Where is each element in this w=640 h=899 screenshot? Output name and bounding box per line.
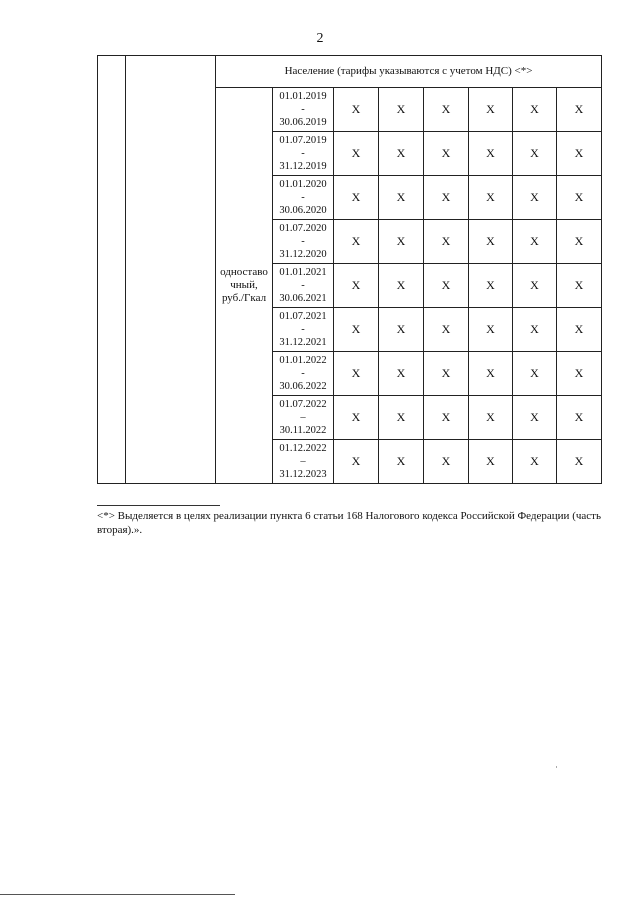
- period-end: 30.06.2022: [279, 381, 327, 392]
- unit-cell: [216, 88, 273, 484]
- period-end: 31.12.2023: [279, 469, 327, 480]
- period-end: 30.11.2022: [279, 425, 327, 436]
- value-cell: X: [379, 88, 424, 132]
- period-end: 31.12.2020: [279, 249, 327, 260]
- value-cell: X: [469, 176, 513, 220]
- period-cell: [273, 352, 334, 396]
- bottom-divider: [0, 894, 235, 895]
- period-start: 01.12.2022: [279, 443, 327, 454]
- period-start: 01.01.2021: [279, 267, 327, 278]
- table-body: [98, 56, 602, 484]
- value-cell: X: [513, 88, 557, 132]
- period-cell: [273, 308, 334, 352]
- period-sep: -: [301, 104, 305, 115]
- period-cell: [273, 440, 334, 484]
- value-cell: X: [379, 308, 424, 352]
- period-start: 01.07.2021: [279, 311, 327, 322]
- value-cell: X: [513, 440, 557, 484]
- period-cell: [273, 264, 334, 308]
- period-start: 01.07.2019: [279, 135, 327, 146]
- period-end: 31.12.2021: [279, 337, 327, 348]
- period-start: 01.01.2022: [279, 355, 327, 366]
- tariff-table: [97, 55, 602, 484]
- period-sep: –: [300, 412, 306, 423]
- value-cell: X: [557, 220, 602, 264]
- value-cell: X: [379, 396, 424, 440]
- value-cell: X: [334, 264, 379, 308]
- period-cell: [273, 88, 334, 132]
- value-cell: X: [334, 396, 379, 440]
- value-cell: X: [469, 440, 513, 484]
- value-cell: X: [379, 220, 424, 264]
- value-cell: X: [334, 132, 379, 176]
- value-cell: X: [424, 308, 469, 352]
- value-cell: X: [469, 88, 513, 132]
- period-sep: –: [300, 456, 306, 467]
- value-cell: X: [379, 176, 424, 220]
- value-cell: X: [513, 220, 557, 264]
- period-end: 31.12.2019: [279, 161, 327, 172]
- period-cell: [273, 396, 334, 440]
- scan-artifact: [556, 766, 557, 768]
- value-cell: X: [424, 264, 469, 308]
- value-cell: X: [513, 264, 557, 308]
- value-cell: X: [334, 88, 379, 132]
- value-cell: X: [469, 308, 513, 352]
- value-cell: X: [424, 440, 469, 484]
- value-cell: X: [469, 264, 513, 308]
- value-cell: X: [469, 220, 513, 264]
- period-start: 01.01.2020: [279, 179, 327, 190]
- value-cell: X: [557, 88, 602, 132]
- value-cell: X: [513, 396, 557, 440]
- value-cell: X: [424, 220, 469, 264]
- footnote: <*> Выделяется в целях реализации пункта 6 статьи 168 Налогового кодекса Российской Федерации (часть вторая).».: [97, 510, 601, 536]
- period-start: 01.01.2019: [279, 91, 327, 102]
- value-cell: X: [424, 352, 469, 396]
- period-cell: [273, 176, 334, 220]
- value-cell: X: [557, 132, 602, 176]
- value-cell: X: [334, 308, 379, 352]
- page-number: 2: [316, 31, 324, 46]
- period-sep: -: [301, 368, 305, 379]
- value-cell: X: [334, 352, 379, 396]
- period-start: 01.07.2020: [279, 223, 327, 234]
- value-cell: X: [334, 176, 379, 220]
- value-cell: X: [513, 176, 557, 220]
- empty-column-1: [98, 56, 126, 484]
- value-cell: X: [334, 220, 379, 264]
- period-cell: [273, 132, 334, 176]
- period-end: 30.06.2021: [279, 293, 327, 304]
- empty-column-2: [126, 56, 216, 484]
- unit-line: чный,: [230, 279, 258, 291]
- value-cell: X: [424, 88, 469, 132]
- unit-line: одноставо: [220, 266, 268, 278]
- value-cell: X: [379, 264, 424, 308]
- value-cell: X: [379, 352, 424, 396]
- period-end: 30.06.2019: [279, 117, 327, 128]
- value-cell: X: [469, 132, 513, 176]
- footnote-divider: [97, 505, 220, 506]
- value-cell: X: [557, 352, 602, 396]
- population-header: Население (тарифы указываются с учетом НДС) <*>: [216, 56, 602, 88]
- header-row: [98, 56, 602, 88]
- value-cell: X: [379, 440, 424, 484]
- value-cell: X: [424, 176, 469, 220]
- value-cell: X: [557, 396, 602, 440]
- value-cell: X: [469, 396, 513, 440]
- period-start: 01.07.2022: [279, 399, 327, 410]
- value-cell: X: [557, 264, 602, 308]
- value-cell: X: [557, 440, 602, 484]
- period-cell: [273, 220, 334, 264]
- value-cell: X: [424, 132, 469, 176]
- value-cell: X: [334, 440, 379, 484]
- value-cell: X: [424, 396, 469, 440]
- value-cell: X: [557, 176, 602, 220]
- value-cell: X: [513, 308, 557, 352]
- value-cell: X: [557, 308, 602, 352]
- period-sep: -: [301, 236, 305, 247]
- value-cell: X: [513, 352, 557, 396]
- period-end: 30.06.2020: [279, 205, 327, 216]
- period-sep: -: [301, 324, 305, 335]
- value-cell: X: [469, 352, 513, 396]
- value-cell: X: [379, 132, 424, 176]
- value-cell: X: [513, 132, 557, 176]
- unit-line: руб./Гкал: [221, 292, 267, 304]
- period-sep: -: [301, 280, 305, 291]
- period-sep: -: [301, 148, 305, 159]
- period-sep: -: [301, 192, 305, 203]
